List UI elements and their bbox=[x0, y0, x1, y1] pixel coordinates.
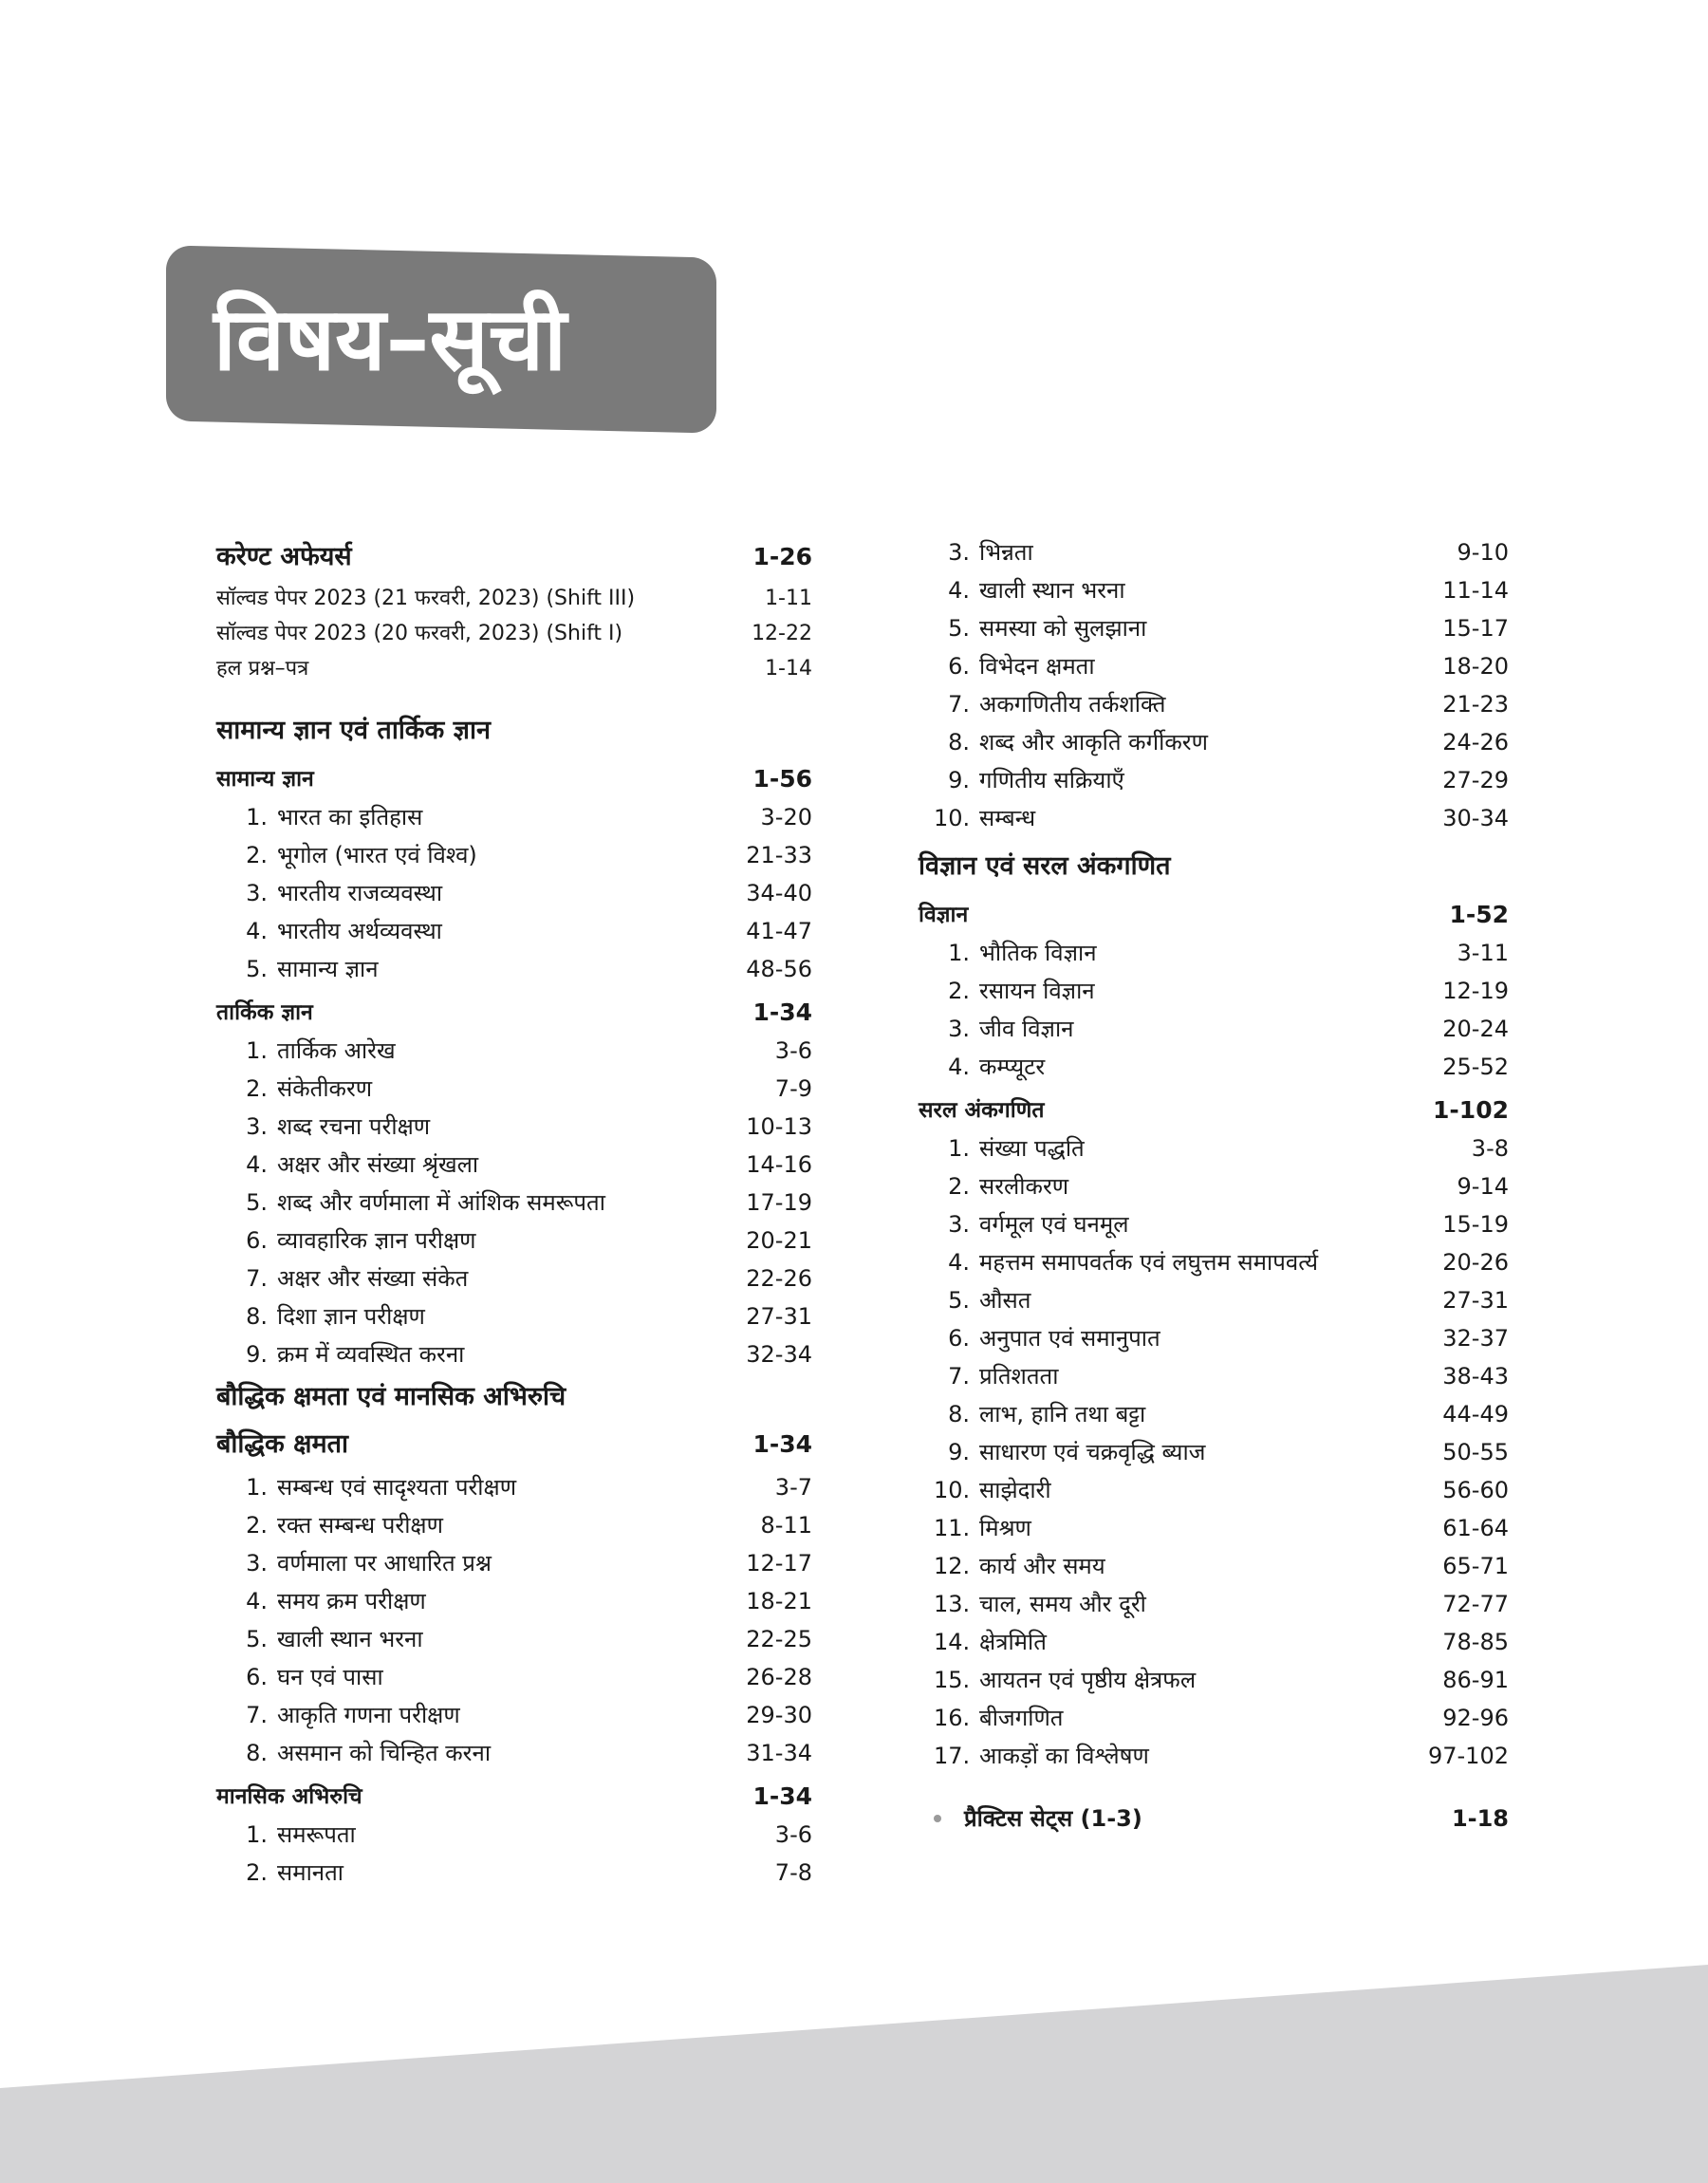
toc-list-gk bbox=[216, 798, 812, 988]
toc-item-number: 8. bbox=[948, 1401, 970, 1427]
toc-item-pages: 12-19 bbox=[1442, 978, 1509, 1004]
toc-item-number: 6. bbox=[948, 1325, 970, 1352]
toc-item-number: 4. bbox=[948, 577, 970, 604]
toc-item-label: गणितीय सक्रियाएँ bbox=[979, 767, 1124, 793]
toc-subsection-heading: मानसिक अभिरुचि 1-34 bbox=[216, 1782, 812, 1810]
toc-row bbox=[919, 1048, 1509, 1086]
toc-item-number: 3. bbox=[246, 1550, 268, 1577]
toc-item-number: 6. bbox=[246, 1664, 268, 1690]
toc-row bbox=[216, 1620, 812, 1658]
toc-item-label: जीव विज्ञान bbox=[979, 1016, 1074, 1042]
toc-item-label: प्रतिशतता bbox=[979, 1363, 1059, 1390]
toc-item-pages: 22-26 bbox=[746, 1265, 812, 1292]
toc-item-number: 2. bbox=[246, 842, 268, 868]
toc-item-number: 4. bbox=[246, 918, 268, 944]
toc-row bbox=[216, 798, 812, 836]
toc-list-aptitude bbox=[216, 1816, 812, 1892]
toc-item-label: वर्णमाला पर आधारित प्रश्न bbox=[277, 1550, 492, 1577]
toc-item-label: भारतीय राजव्यवस्था bbox=[277, 880, 443, 906]
toc-item-pages: 30-34 bbox=[1442, 805, 1509, 831]
toc-item-number: 5. bbox=[948, 1287, 970, 1314]
toc-item-pages: 26-28 bbox=[746, 1664, 812, 1690]
toc-item-number: 13. bbox=[934, 1591, 971, 1617]
toc-item-number: 7. bbox=[246, 1265, 268, 1292]
toc-item-number: 9. bbox=[948, 767, 970, 793]
toc-item-pages: 72-77 bbox=[1442, 1591, 1509, 1617]
toc-right-column bbox=[919, 533, 1509, 1838]
toc-item-label: भूगोल (भारत एवं विश्व) bbox=[277, 842, 477, 868]
toc-item-pages: 17-19 bbox=[746, 1189, 812, 1216]
toc-item-number: 3. bbox=[246, 1113, 268, 1140]
toc-item-pages: 50-55 bbox=[1442, 1439, 1509, 1465]
toc-item-label: साधारण एवं चक्रवृद्धि ब्याज bbox=[979, 1439, 1206, 1465]
toc-item-label: भारत का इतिहास bbox=[277, 804, 423, 830]
toc-item-label: सॉल्वड पेपर 2023 (21 फरवरी, 2023) (Shift III) bbox=[216, 587, 636, 610]
toc-item-label: दिशा ज्ञान परीक्षण bbox=[277, 1303, 425, 1330]
toc-item-pages: 12-22 bbox=[752, 622, 812, 645]
toc-row bbox=[919, 799, 1509, 837]
toc-list-reasoning bbox=[216, 1032, 812, 1373]
toc-item-number: 8. bbox=[948, 729, 970, 756]
toc-row bbox=[919, 533, 1509, 571]
toc-item-pages: 18-20 bbox=[1442, 653, 1509, 680]
toc-list-science bbox=[919, 934, 1509, 1086]
toc-row bbox=[919, 1585, 1509, 1623]
toc-item-number: 7. bbox=[948, 1363, 970, 1390]
toc-item-pages: 3-20 bbox=[760, 804, 812, 830]
toc-item-pages: 38-43 bbox=[1442, 1363, 1509, 1390]
toc-item-pages: 20-24 bbox=[1442, 1016, 1509, 1042]
toc-item-label: सम्बन्ध एवं सादृश्यता परीक्षण bbox=[277, 1474, 517, 1501]
toc-item-pages: 27-29 bbox=[1442, 767, 1509, 793]
toc-item-label: वर्गमूल एवं घनमूल bbox=[979, 1211, 1129, 1238]
toc-item-label: शब्द और आकृति कर्गीकरण bbox=[979, 729, 1208, 756]
toc-item-number: 3. bbox=[948, 1016, 970, 1042]
toc-item-number: 16. bbox=[934, 1705, 971, 1731]
toc-item-number: 1. bbox=[246, 1821, 268, 1848]
toc-item-pages: 7-8 bbox=[774, 1859, 812, 1886]
toc-item-number: 5. bbox=[948, 615, 970, 642]
toc-item-pages: 31-34 bbox=[746, 1740, 812, 1766]
toc-item-pages: 3-8 bbox=[1471, 1135, 1509, 1162]
toc-item-pages: 86-91 bbox=[1442, 1667, 1509, 1693]
toc-item-pages: 14-16 bbox=[746, 1151, 812, 1178]
toc-row bbox=[919, 934, 1509, 972]
toc-item-label: अकगणितीय तर्कशक्ति bbox=[979, 691, 1166, 718]
toc-item-label: खाली स्थान भरना bbox=[979, 577, 1125, 604]
toc-row bbox=[216, 1297, 812, 1335]
toc-item-pages: 11-14 bbox=[1442, 577, 1509, 604]
toc-item-label: क्षेत्रमिति bbox=[979, 1629, 1047, 1655]
toc-item-pages: 97-102 bbox=[1427, 1743, 1509, 1769]
toc-item-label: अनुपात एवं समानुपात bbox=[979, 1325, 1160, 1352]
toc-row bbox=[216, 1468, 812, 1506]
toc-subsection-heading: तार्किक ज्ञान 1-34 bbox=[216, 998, 812, 1026]
toc-item-number: 15. bbox=[934, 1667, 971, 1693]
toc-item-number: 1. bbox=[948, 1135, 970, 1162]
page-title: विषय–सूची bbox=[214, 289, 566, 390]
toc-item-number: 1. bbox=[246, 1037, 268, 1064]
toc-item-number: 3. bbox=[948, 539, 970, 566]
toc-item-pages: 10-13 bbox=[746, 1113, 812, 1140]
toc-item-label: कार्य और समय bbox=[979, 1553, 1105, 1579]
toc-item-label: कम्प्यूटर bbox=[979, 1054, 1046, 1080]
toc-item-label: सम्बन्ध bbox=[979, 805, 1036, 831]
toc-item-number: 5. bbox=[246, 1626, 268, 1652]
toc-item-label: व्यावहारिक ज्ञान परीक्षण bbox=[277, 1227, 476, 1254]
toc-section-heading: सामान्य ज्ञान एवं तार्किक ज्ञान bbox=[216, 716, 491, 745]
toc-item-label: संकेतीकरण bbox=[277, 1075, 373, 1102]
toc-item-number: 2. bbox=[246, 1075, 268, 1102]
toc-row bbox=[919, 685, 1509, 723]
toc-item-pages: 9-10 bbox=[1457, 539, 1509, 566]
toc-item-number: 9. bbox=[246, 1341, 268, 1368]
toc-row bbox=[919, 571, 1509, 609]
toc-item-number: 9. bbox=[948, 1439, 970, 1465]
toc-row bbox=[216, 1335, 812, 1373]
toc-row bbox=[216, 950, 812, 988]
toc-item-label: बीजगणित bbox=[979, 1705, 1064, 1731]
toc-item-number: 7. bbox=[246, 1702, 268, 1728]
toc-item-number: 6. bbox=[948, 653, 970, 680]
toc-item-pages: 48-56 bbox=[746, 956, 812, 982]
toc-item-pages: 32-34 bbox=[746, 1341, 812, 1368]
toc-item-label: सामान्य ज्ञान bbox=[277, 956, 379, 982]
toc-item-label: औसत bbox=[979, 1287, 1031, 1314]
toc-item-number: 2. bbox=[948, 978, 970, 1004]
toc-item-number: 3. bbox=[948, 1211, 970, 1238]
toc-item-pages: 15-17 bbox=[1442, 615, 1509, 642]
toc-item-label: रक्त सम्बन्ध परीक्षण bbox=[277, 1512, 443, 1539]
toc-item-number: 14. bbox=[934, 1629, 971, 1655]
toc-row bbox=[216, 1696, 812, 1734]
toc-row bbox=[919, 761, 1509, 799]
toc-item-number: 4. bbox=[948, 1054, 970, 1080]
toc-item-pages: 18-21 bbox=[746, 1588, 812, 1614]
toc-item-label: साझेदारी bbox=[979, 1477, 1051, 1503]
toc-item-number: 1. bbox=[246, 1474, 268, 1501]
toc-row bbox=[919, 1623, 1509, 1661]
toc-row bbox=[216, 1070, 812, 1108]
toc-row bbox=[216, 1146, 812, 1184]
toc-row bbox=[919, 1547, 1509, 1585]
toc-row bbox=[216, 1854, 812, 1892]
toc-item-pages: 25-52 bbox=[1442, 1054, 1509, 1080]
toc-item-label: सॉल्वड पेपर 2023 (20 फरवरी, 2023) (Shift I) bbox=[216, 622, 623, 645]
toc-row bbox=[216, 651, 812, 686]
toc-item-label: भौतिक विज्ञान bbox=[979, 940, 1097, 966]
toc-row bbox=[216, 1222, 812, 1259]
toc-item-number: 8. bbox=[246, 1303, 268, 1330]
toc-item-label: विभेदन क्षमता bbox=[979, 653, 1095, 680]
toc-item-pages: 1-14 bbox=[765, 657, 812, 681]
toc-item-label: आकृति गणना परीक्षण bbox=[277, 1702, 460, 1728]
toc-item-pages: 3-6 bbox=[774, 1821, 812, 1848]
toc-item-pages: 27-31 bbox=[1442, 1287, 1509, 1314]
toc-left-column bbox=[216, 533, 812, 1892]
toc-section-heading: विज्ञान एवं सरल अंकगणित bbox=[919, 851, 1171, 881]
toc-item-number: 5. bbox=[246, 956, 268, 982]
toc-item-label: अक्षर और संख्या संकेत bbox=[277, 1265, 469, 1292]
toc-list-intel bbox=[216, 1468, 812, 1772]
toc-row bbox=[919, 609, 1509, 647]
toc-item-number: 11. bbox=[934, 1515, 971, 1541]
toc-item-number: 7. bbox=[948, 691, 970, 718]
toc-row bbox=[919, 1010, 1509, 1048]
toc-item-number: 12. bbox=[934, 1553, 971, 1579]
toc-item-pages: 21-33 bbox=[746, 842, 812, 868]
toc-item-label: महत्तम समापवर्तक एवं लघुत्तम समापवर्त्य bbox=[979, 1249, 1319, 1276]
toc-item-number: 4. bbox=[948, 1249, 970, 1276]
toc-item-pages: 3-11 bbox=[1457, 940, 1509, 966]
toc-item-pages: 56-60 bbox=[1442, 1477, 1509, 1503]
toc-item-number: 6. bbox=[246, 1227, 268, 1254]
toc-row bbox=[919, 1205, 1509, 1243]
toc-item-label: आयतन एवं पृष्ठीय क्षेत्रफल bbox=[979, 1667, 1197, 1693]
toc-row bbox=[919, 1699, 1509, 1737]
toc-item-number: 1. bbox=[246, 804, 268, 830]
toc-row bbox=[216, 836, 812, 874]
toc-item-number: 8. bbox=[246, 1740, 268, 1766]
toc-row bbox=[919, 1281, 1509, 1319]
toc-item-pages: 65-71 bbox=[1442, 1553, 1509, 1579]
toc-item-pages: 3-6 bbox=[774, 1037, 812, 1064]
toc-row bbox=[216, 1658, 812, 1696]
toc-row bbox=[919, 1243, 1509, 1281]
toc-row bbox=[919, 1471, 1509, 1509]
toc-item-number: 1. bbox=[948, 940, 970, 966]
toc-item-pages: 78-85 bbox=[1442, 1629, 1509, 1655]
toc-item-pages: 21-23 bbox=[1442, 691, 1509, 718]
toc-item-pages: 20-26 bbox=[1442, 1249, 1509, 1276]
toc-item-label: असमान को चिन्हित करना bbox=[277, 1740, 492, 1766]
footer-band bbox=[0, 1965, 1708, 2183]
toc-item-pages: 92-96 bbox=[1442, 1705, 1509, 1731]
toc-item-pages: 9-14 bbox=[1457, 1173, 1509, 1200]
toc-item-number: 17. bbox=[934, 1743, 971, 1769]
toc-item-pages: 27-31 bbox=[746, 1303, 812, 1330]
toc-row bbox=[216, 1108, 812, 1146]
toc-row bbox=[919, 1129, 1509, 1167]
toc-subsection-heading: बौद्धिक क्षमता 1-34 bbox=[216, 1429, 812, 1459]
toc-item-pages: 61-64 bbox=[1442, 1515, 1509, 1541]
toc-item-label: समस्या को सुलझाना bbox=[979, 615, 1147, 642]
toc-row bbox=[919, 1167, 1509, 1205]
toc-item-pages: 12-17 bbox=[746, 1550, 812, 1577]
toc-row bbox=[919, 1737, 1509, 1775]
toc-item-label: चाल, समय और दूरी bbox=[979, 1591, 1146, 1617]
toc-item-label: क्रम में व्यवस्थित करना bbox=[277, 1341, 465, 1368]
toc-row bbox=[216, 1259, 812, 1297]
toc-item-label: मिश्रण bbox=[979, 1515, 1031, 1541]
toc-section-heading: करेण्ट अफेयर्स 1-26 bbox=[216, 542, 812, 571]
toc-item-label: अक्षर और संख्या श्रृंखला bbox=[277, 1151, 479, 1178]
toc-row bbox=[216, 1582, 812, 1620]
toc-item-label: लाभ, हानि तथा बट्टा bbox=[979, 1401, 1146, 1427]
toc-item-pages: 3-7 bbox=[774, 1474, 812, 1501]
toc-row bbox=[216, 874, 812, 912]
toc-item-label: समय क्रम परीक्षण bbox=[277, 1588, 426, 1614]
toc-row bbox=[919, 1661, 1509, 1699]
toc-item-pages: 8-11 bbox=[760, 1512, 812, 1539]
toc-item-label: संख्या पद्धति bbox=[979, 1135, 1085, 1162]
toc-item-number: 2. bbox=[246, 1512, 268, 1539]
toc-item-label: शब्द रचना परीक्षण bbox=[277, 1113, 431, 1140]
toc-row bbox=[216, 616, 812, 651]
toc-row bbox=[919, 1395, 1509, 1433]
toc-item-pages: 29-30 bbox=[746, 1702, 812, 1728]
toc-item-number: 2. bbox=[246, 1859, 268, 1886]
toc-subsection-heading: सामान्य ज्ञान 1-56 bbox=[216, 765, 812, 793]
toc-item-label: भिन्नता bbox=[979, 539, 1033, 566]
toc-subsection-heading: विज्ञान 1-52 bbox=[919, 901, 1509, 928]
toc-subsection-heading: सरल अंकगणित 1-102 bbox=[919, 1096, 1509, 1124]
toc-item-pages: 22-25 bbox=[746, 1626, 812, 1652]
toc-list-current bbox=[216, 581, 812, 686]
toc-item-number: 5. bbox=[246, 1189, 268, 1216]
toc-item-number: 4. bbox=[246, 1588, 268, 1614]
toc-row bbox=[216, 1734, 812, 1772]
toc-item-pages: 15-19 bbox=[1442, 1211, 1509, 1238]
toc-item-label: समानता bbox=[277, 1859, 344, 1886]
toc-item-label: आकड़ों का विश्लेषण bbox=[979, 1743, 1149, 1769]
toc-row bbox=[216, 1506, 812, 1544]
bullet-icon bbox=[934, 1815, 941, 1822]
toc-row bbox=[919, 647, 1509, 685]
toc-list-math bbox=[919, 1129, 1509, 1775]
toc-list-aptitude-cont bbox=[919, 533, 1509, 837]
toc-item-pages: 41-47 bbox=[746, 918, 812, 944]
toc-row bbox=[919, 1433, 1509, 1471]
toc-item-pages: 7-9 bbox=[774, 1075, 812, 1102]
toc-item-label: रसायन विज्ञान bbox=[979, 978, 1095, 1004]
toc-item-number: 4. bbox=[246, 1151, 268, 1178]
toc-row bbox=[919, 1319, 1509, 1357]
toc-item-pages: 32-37 bbox=[1442, 1325, 1509, 1352]
toc-row bbox=[216, 1816, 812, 1854]
toc-item-number: 10. bbox=[934, 805, 971, 831]
toc-row bbox=[919, 1357, 1509, 1395]
toc-section-heading: बौद्धिक क्षमता एवं मानसिक अभिरुचि bbox=[216, 1382, 566, 1411]
toc-row bbox=[919, 723, 1509, 761]
toc-item-number: 3. bbox=[246, 880, 268, 906]
toc-item-pages: 34-40 bbox=[746, 880, 812, 906]
toc-item-number: 10. bbox=[934, 1477, 971, 1503]
toc-item-pages: 24-26 bbox=[1442, 729, 1509, 756]
toc-item-label: समरूपता bbox=[277, 1821, 356, 1848]
toc-row bbox=[216, 581, 812, 616]
toc-item-label: सरलीकरण bbox=[979, 1173, 1069, 1200]
toc-item-label: भारतीय अर्थव्यवस्था bbox=[277, 918, 442, 944]
toc-row bbox=[919, 1509, 1509, 1547]
toc-row bbox=[216, 1184, 812, 1222]
toc-item-label: शब्द और वर्णमाला में आंशिक समरूपता bbox=[277, 1189, 605, 1216]
toc-item-pages: 44-49 bbox=[1442, 1401, 1509, 1427]
toc-item-pages: 20-21 bbox=[746, 1227, 812, 1254]
toc-item-label: खाली स्थान भरना bbox=[277, 1626, 423, 1652]
toc-item-pages: 1-11 bbox=[765, 587, 812, 610]
toc-item-label: घन एवं पासा bbox=[277, 1664, 383, 1690]
toc-row bbox=[216, 1032, 812, 1070]
toc-row bbox=[919, 972, 1509, 1010]
toc-item-label: हल प्रश्न–पत्र bbox=[216, 657, 309, 681]
toc-item-label: तार्किक आरेख bbox=[277, 1037, 396, 1064]
toc-row bbox=[216, 912, 812, 950]
toc-practice-row: प्रैक्टिस सेट्स (1-3) 1-18 bbox=[919, 1800, 1509, 1838]
toc-item-number: 2. bbox=[948, 1173, 970, 1200]
toc-row bbox=[216, 1544, 812, 1582]
